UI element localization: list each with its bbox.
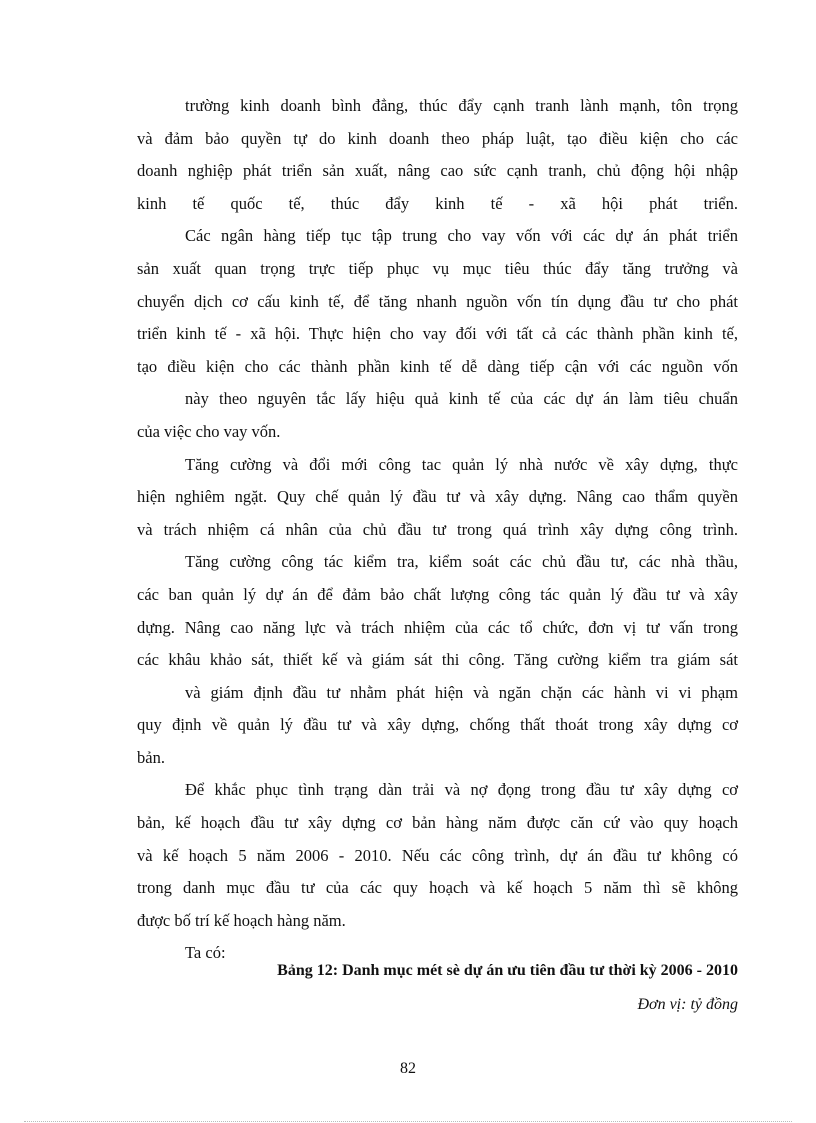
text-line: dựng. Nâng cao năng lực và trách nhiệm của các tổ chức, đơn vị tư vấn trong <box>137 617 738 637</box>
text-line: hiện nghiêm ngặt. Quy chế quản lý đầu tư và xây dựng. Nâng cao thẩm quyền <box>137 487 738 507</box>
text-line: của việc cho vay vốn. <box>137 421 281 441</box>
text-line: các ban quản lý dự án để đảm bảo chất lượng công tác quản lý đầu tư và xây <box>137 584 738 604</box>
text-line: quy định về quản lý đầu tư và xây dựng, chống thất thoát trong xây dựng cơ <box>137 715 738 735</box>
text-line: và kế hoạch 5 năm 2006 - 2010. Nếu các công trình, dự án đầu tư không có <box>137 845 738 865</box>
text-line: triển kinh tế - xã hội. Thực hiện cho vay đối với tất cả các thành phần kinh tế, <box>137 324 738 344</box>
text-line: và đảm bảo quyền tự do kinh doanh theo pháp luật, tạo điều kiện cho các <box>137 128 738 148</box>
text-line: được bố trí kế hoạch hàng năm. <box>137 910 346 930</box>
text-line: và trách nhiệm cá nhân của chủ đầu tư trong quá trình xây dựng công trình. <box>137 519 738 539</box>
text-line: và giám định đầu tư nhằm phát hiện và ngăn chặn các hành vi vi phạm <box>185 682 738 702</box>
text-line: Các ngân hàng tiếp tục tập trung cho vay vốn với các dự án phát triển <box>185 226 738 246</box>
text-line: này theo nguyên tắc lấy hiệu quả kinh tế của các dự án làm tiêu chuẩn <box>185 389 738 409</box>
text-line: Để khắc phục tình trạng dàn trải và nợ đọng trong đầu tư xây dựng cơ <box>185 780 738 800</box>
text-line: Tăng cường và đổi mới công tac quản lý nhà nước về xây dựng, thực <box>185 454 738 474</box>
table-caption: Bảng 12: Danh mục mét sè dự án ưu tiên đầu tư thời kỳ 2006 - 2010 <box>277 962 738 979</box>
text-line: Tăng cường công tác kiểm tra, kiểm soát các chủ đầu tư, các nhà thầu, <box>185 552 738 572</box>
text-line: kinh tế quốc tế, thúc đẩy kinh tế - xã hội phát triển. <box>137 193 738 213</box>
text-line: chuyển dịch cơ cấu kinh tế, để tăng nhanh nguồn vốn tín dụng đầu tư cho phát <box>137 291 738 311</box>
text-line: trong danh mục đầu tư của các quy hoạch và kế hoạch 5 năm thì sẽ không <box>137 878 738 898</box>
text-line: sản xuất quan trọng trực tiếp phục vụ mục tiêu thúc đẩy tăng trưởng và <box>137 258 738 278</box>
text-line: bản. <box>137 747 165 767</box>
unit-note: Đơn vị: tỷ đồng <box>637 996 738 1013</box>
text-line: bản, kế hoạch đầu tư xây dựng cơ bản hàng năm được căn cứ vào quy hoạch <box>137 813 738 833</box>
text-line: tạo điều kiện cho các thành phần kinh tế dễ dàng tiếp cận với các nguồn vốn <box>137 356 738 376</box>
text-line: các khâu khảo sát, thiết kế và giám sát thi công. Tăng cường kiểm tra giám sát <box>137 650 738 670</box>
text-line: Ta có: <box>185 943 226 963</box>
text-line: doanh nghiệp phát triển sản xuất, nâng cao sức cạnh tranh, chủ động hội nhập <box>137 161 738 181</box>
body-text <box>137 90 738 970</box>
page-number: 82 <box>400 1060 416 1077</box>
footer-divider <box>24 1121 792 1122</box>
text-line: trường kinh doanh bình đẳng, thúc đẩy cạnh tranh lành mạnh, tôn trọng <box>185 96 738 115</box>
